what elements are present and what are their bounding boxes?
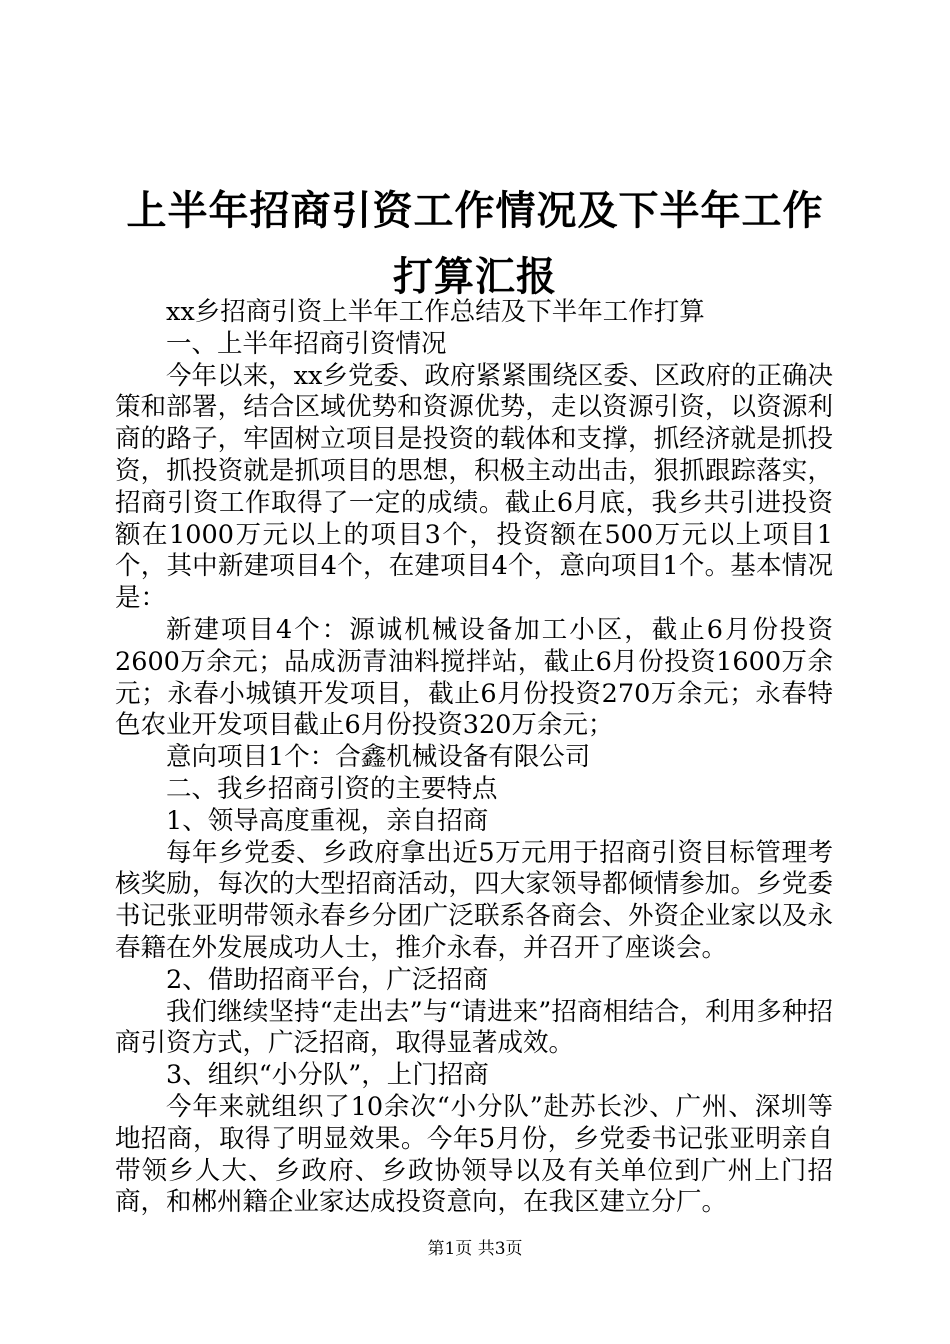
paragraph-leadership: 每年乡党委、乡政府拿出近5万元用于招商引资目标管理考核奖励，每次的大型招商活动，四大家领导都倾情参加。乡党委书记张亚明带领永春乡分团广泛联系各商会、外资企业家以及永春籍在外发展成功人士，推介永春，并召开了座谈会。 xyxy=(115,837,833,963)
subheading-1: 1、领导高度重视，亲自招商 xyxy=(166,805,489,836)
paragraph-platform: 我们继续坚持“走出去”与“请进来”招商相结合，利用多种招商引资方式，广泛招商，取得显著成效。 xyxy=(115,996,833,1059)
page-footer: 第1页 共3页 xyxy=(427,1239,523,1259)
paragraph-team: 今年来就组织了10余次“小分队”赴苏长沙、广州、深圳等地招商，取得了明显效果。今年5月份，乡党委书记张亚明亲自带领乡人大、乡政府、乡政协领导以及有关单位到广州上门招商，和郴州籍企业家达成投资意向，在我区建立分厂。 xyxy=(115,1091,833,1218)
paragraph-intent-project: 意向项目1个：合鑫机械设备有限公司 xyxy=(166,742,591,773)
subheading-2: 2、借助招商平台，广泛招商 xyxy=(166,964,489,995)
paragraph-new-projects: 新建项目4个：源诚机械设备加工小区，截止6月份投资2600万余元；品成沥青油料搅拌站，截止6月份投资1600万余元；永春小城镇开发项目，截止6月份投资270万余元；永春特色农业开发项目截止6月份投资320万余元； xyxy=(115,614,833,741)
paragraph-overview: 今年以来，xx乡党委、政府紧紧围绕区委、区政府的正确决策和部署，结合区域优势和资源优势，走以资源引资，以资源利商的路子，牢固树立项目是投资的载体和支撑，抓经济就是抓投资，抓投资就是抓项目的思想，积极主动出击，狠抓跟踪落实，招商引资工作取得了一定的成绩。截止6月底，我乡共引进投资额在1000万元以上的项目3个，投资额在500万元以上项目1个，其中新建项目4个，在建项目4个，意向项目1个。基本情况是： xyxy=(115,360,833,614)
section-heading-2: 二、我乡招商引资的主要特点 xyxy=(166,773,498,804)
document-title: 上半年招商引资工作情况及下半年工作打算汇报 xyxy=(126,187,824,300)
subheading-3: 3、组织“小分队”，上门招商 xyxy=(166,1060,489,1091)
document-body xyxy=(115,297,833,1219)
paragraph-subtitle: xx乡招商引资上半年工作总结及下半年工作打算 xyxy=(166,297,705,327)
section-heading-1: 一、上半年招商引资情况 xyxy=(166,328,447,359)
